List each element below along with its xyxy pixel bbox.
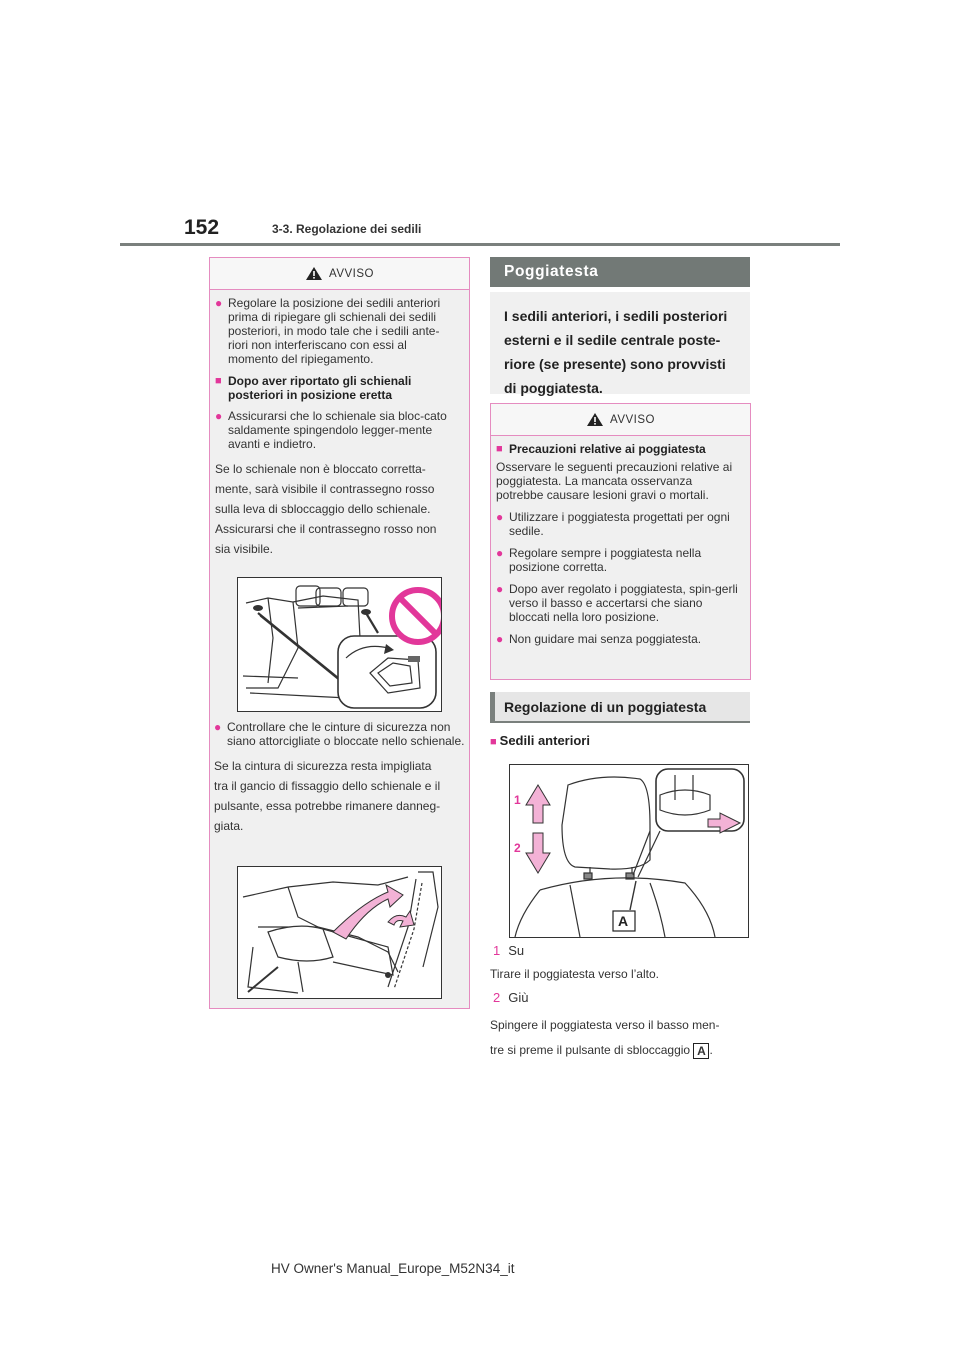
warning-title: AVVISO xyxy=(329,267,374,280)
footer: HV Owner's Manual_Europe_M52N34_it xyxy=(271,1261,515,1276)
warning-bullet: ● Assicurarsi che lo schienale sia bloc-cato saldamente spingendolo legger-mente avanti e indietro. xyxy=(215,409,447,451)
left-warning-lower xyxy=(209,720,485,836)
warning-header xyxy=(210,258,469,290)
warning-triangle-icon xyxy=(305,266,323,281)
warning-triangle-icon xyxy=(586,412,604,427)
intro-box: I sedili anteriori, i sedili posteriori esterni e il sedile centrale poste- riore (se presente) sono provvisti di poggiatesta. xyxy=(490,292,750,394)
warning-bullet: ● Non guidare mai senza poggiatesta. xyxy=(496,632,702,646)
warning-bullet: ● Dopo aver regolato i poggiatesta, spin-gerli verso il basso e accertarsi che siano bloccati nella loro posizione. xyxy=(496,582,738,624)
step-1: 1 Su xyxy=(493,943,525,958)
illus-label-1: 1 xyxy=(514,793,521,807)
warning-subheading: ■ Precauzioni relative ai poggiatesta xyxy=(496,442,706,456)
warning-paragraph: Osservare le seguenti precauzioni relative ai poggiatesta. La mancata osservanza potrebbe causare lesioni gravi o mortali. xyxy=(496,460,733,502)
illus-label-a: A xyxy=(618,913,629,929)
warning-paragraph: Se lo schienale non è bloccato corretta- mente, sarà visibile il contrassegno rosso sulla leva di sbloccaggio dello schienale. Assicurarsi che il contrassegno rosso non sia visibile. xyxy=(215,462,437,556)
warning-paragraph: Se la cintura di sicurezza resta impigliata tra il gancio di fissaggio dello schienale e il pulsante, essa potrebbe rimanere danneg- giata. xyxy=(214,759,441,833)
header-rule xyxy=(120,243,840,246)
section-title: 3-3. Regolazione dei sedili xyxy=(272,222,422,236)
release-button-key: A xyxy=(693,1043,709,1059)
step-1-desc: Tirare il poggiatesta verso l’alto. xyxy=(490,967,659,981)
regolazione-heading: Regolazione di un poggiatesta xyxy=(490,692,750,723)
illus-label-2: 2 xyxy=(514,841,521,855)
warning-bullet: ● Utilizzare i poggiatesta progettati per ogni sedile. xyxy=(496,510,730,538)
right-warning-box xyxy=(490,403,751,680)
page-number: 152 xyxy=(184,216,220,239)
seat-lever-illustration xyxy=(237,577,442,712)
warning-subheading: ■ Dopo aver riportato gli schienali posteriori in posizione eretta xyxy=(215,374,412,402)
heading-accent-bar xyxy=(490,692,495,723)
poggiatesta-heading: Poggiatesta xyxy=(490,257,750,287)
warning-bullet: ● Regolare sempre i poggiatesta nella posizione corretta. xyxy=(496,546,702,574)
headrest-illustration xyxy=(509,764,749,938)
step-2-desc-line1: Spingere il poggiatesta verso il basso men- xyxy=(490,1018,720,1032)
step-2-desc-line2: tre si preme il pulsante di sbloccaggio A . xyxy=(490,1043,713,1058)
front-seats-heading: ■ Sedili anteriori xyxy=(490,733,590,748)
step-2: 2 Giù xyxy=(493,990,529,1005)
warning-bullet: ● Controllare che le cinture di sicurezza non siano attorcigliate o bloccate nello schienale. xyxy=(214,720,465,748)
warning-header xyxy=(491,404,750,436)
seatbelt-illustration xyxy=(237,866,442,999)
warning-title: AVVISO xyxy=(610,413,655,426)
warning-bullet: ● Regolare la posizione dei sedili anteriori prima di ripiegare gli schienali dei sedili posteriori, in modo tale che i sedili ante-riori non interferiscano con essi al momento del ripiegamento. xyxy=(215,296,441,366)
